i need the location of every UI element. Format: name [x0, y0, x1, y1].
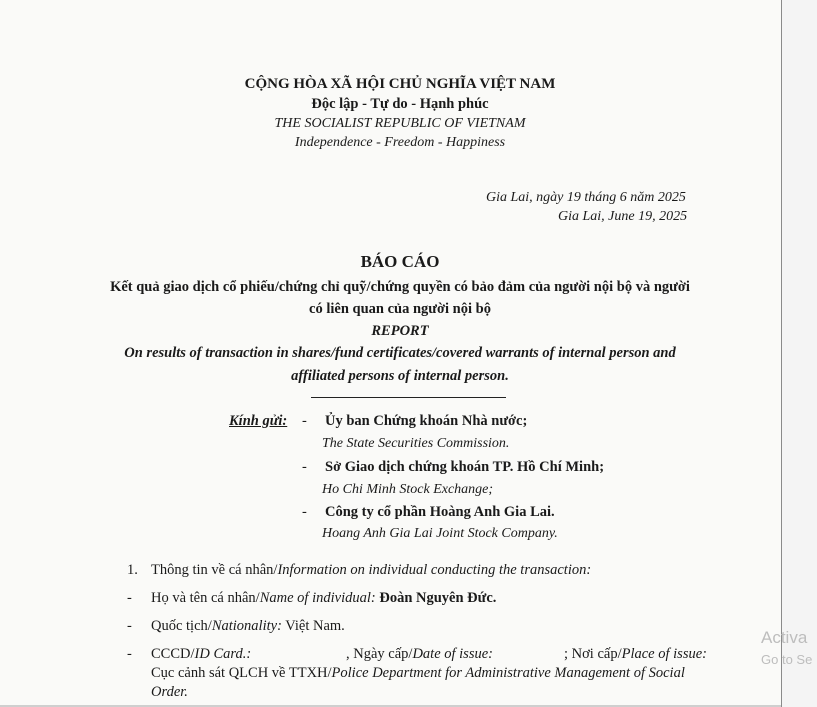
recipients-label: Kính gửi:	[229, 413, 288, 429]
section-1-number: 1.	[127, 562, 138, 578]
issue-date-label-vn: , Ngày cấp/	[346, 646, 413, 662]
nationality-label-vn: Quốc tịch/	[151, 618, 212, 634]
nation-title-en: THE SOCIALIST REPUBLIC OF VIETNAM	[274, 116, 526, 131]
recipient-2-en: Ho Chi Minh Stock Exchange;	[322, 482, 494, 497]
nationality-label-en: Nationality:	[211, 618, 282, 634]
issue-place-label	[564, 646, 707, 663]
issue-place-value-line2: Order.	[151, 684, 188, 700]
issue-place-value-line1	[151, 665, 685, 682]
issue-place-label-vn: ; Nơi cấp/	[564, 646, 622, 662]
recipient-1-en: The State Securities Commission.	[322, 436, 510, 451]
recipient-3-vn: Công ty cổ phần Hoàng Anh Gia Lai.	[325, 504, 555, 520]
report-subtitle-vn-line1: Kết quả giao dịch cổ phiếu/chứng chỉ quỹ/chứng quyền có bảo đảm của người nội bộ và người	[110, 279, 690, 295]
issue-place-value-en: Police Department for Administrative Management of Social	[331, 665, 685, 681]
recipient-3-en: Hoang Anh Gia Lai Joint Stock Company.	[322, 526, 558, 541]
nationality-line	[151, 618, 345, 635]
activation-watermark-title: Activa	[761, 628, 808, 647]
id-card-label	[151, 646, 251, 663]
recipient-1-vn: Ủy ban Chứng khoán Nhà nước;	[325, 413, 528, 429]
recipient-2-vn: Sở Giao dịch chứng khoán TP. Hồ Chí Minh;	[325, 459, 605, 475]
issue-place-label-en: Place of issue:	[621, 646, 707, 662]
bullet-dash: -	[127, 618, 132, 634]
id-card-label-vn: CCCD/	[151, 646, 195, 662]
activation-watermark-subtitle: Go to Se	[761, 652, 813, 667]
report-title-en: REPORT	[371, 323, 429, 339]
date-vn: Gia Lai, ngày 19 tháng 6 năm 2025	[486, 190, 686, 205]
title-divider	[311, 397, 506, 398]
issue-date-label	[346, 646, 493, 663]
date-en: Gia Lai, June 19, 2025	[558, 209, 688, 224]
name-line	[151, 590, 496, 607]
report-subtitle-en-line1: On results of transaction in shares/fund certificates/covered warrants of internal person and	[124, 345, 676, 361]
name-value: Đoàn Nguyên Đức.	[379, 590, 497, 606]
section-1-label-vn: Thông tin về cá nhân/	[151, 562, 278, 578]
report-subtitle-vn-line2: có liên quan của người nội bộ	[309, 301, 491, 317]
report-title-vn: BÁO CÁO	[360, 252, 440, 271]
nationality-value: Việt Nam.	[285, 618, 345, 634]
section-1-label-en: Information on individual conducting the transaction:	[277, 562, 592, 578]
nation-title-vn: CỘNG HÒA XÃ HỘI CHỦ NGHĨA VIỆT NAM	[244, 76, 556, 92]
recipient-dash: -	[302, 413, 307, 429]
motto-en: Independence - Freedom - Happiness	[294, 135, 506, 150]
recipient-dash: -	[302, 504, 307, 520]
bullet-dash: -	[127, 590, 132, 606]
report-subtitle-en-line2: affiliated persons of internal person.	[291, 368, 509, 384]
name-label-en: Name of individual:	[259, 590, 376, 606]
id-card-label-en: ID Card.:	[194, 646, 252, 662]
issue-date-label-en: Date of issue:	[412, 646, 493, 662]
issue-place-value-vn: Cục cảnh sát QLCH về TTXH/	[151, 665, 332, 681]
motto-vn: Độc lập - Tự do - Hạnh phúc	[311, 96, 489, 112]
section-1-heading	[151, 562, 591, 579]
name-label-vn: Họ và tên cá nhân/	[151, 590, 260, 606]
recipient-dash: -	[302, 459, 307, 475]
bullet-dash: -	[127, 646, 132, 662]
